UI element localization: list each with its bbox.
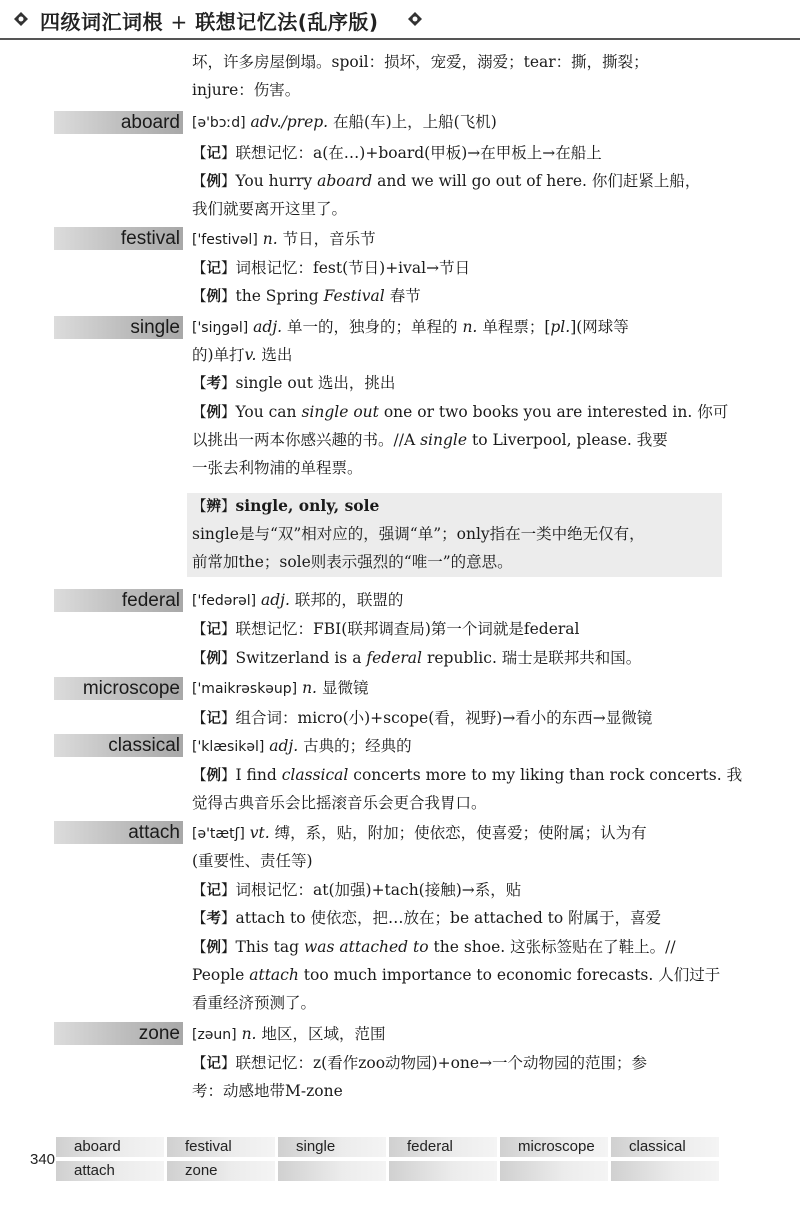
entry-example: 【例】You can single out one or two books you are interested in. 你可 <box>192 403 729 421</box>
entry-definition: 的)单打v. 选出 <box>192 346 293 364</box>
entry-definition: (重要性、责任等) <box>192 852 313 870</box>
headword: zone <box>138 1023 180 1044</box>
headword-band <box>54 821 183 844</box>
entry-definition: ['festivəl] n. 节日，音乐节 <box>192 230 376 248</box>
entry-memory: 【记】联想记忆：FBI(联邦调查局)第一个词就是federal <box>192 620 580 638</box>
entry-memory: 【记】词根记忆：at(加强)+tach(接触)→系，贴 <box>192 881 522 899</box>
entry-exam-note: 【考】single out 选出，挑出 <box>192 374 396 392</box>
entry-definition: ['fedərəl] adj. 联邦的，联盟的 <box>192 591 404 609</box>
entry-example: 一张去利物浦的单程票。 <box>192 459 363 477</box>
page-title: 四级词汇词根 + 联想记忆法(乱序版) <box>40 10 379 34</box>
diamond-icon <box>14 12 28 26</box>
review-word: single <box>278 1137 386 1157</box>
entry-memory: 【记】组合词：micro(小)+scope(看，视野)→看小的东西→显微镜 <box>192 709 653 727</box>
entry-example: 【例】I find classical concerts more to my liking than rock concerts. 我 <box>192 766 743 784</box>
intro-line: injure：伤害。 <box>192 81 301 99</box>
review-word: federal <box>389 1137 497 1157</box>
distinction-title: 【辨】single, only, sole <box>192 496 380 515</box>
review-word-grid <box>56 1137 719 1185</box>
headword: classical <box>108 735 180 756</box>
intro-line: 坏，许多房屋倒塌。spoil：损坏，宠爱，溺爱；tear：撕，撕裂； <box>192 53 649 71</box>
entry-memory: 【记】词根记忆：fest(节日)+ival→节日 <box>192 259 471 277</box>
entry-example: People attach too much importance to economic forecasts. 人们过于 <box>192 966 721 984</box>
review-word-blank <box>278 1161 386 1181</box>
diamond-icon <box>408 12 422 26</box>
entry-example: 看重经济预测了。 <box>192 994 317 1012</box>
headword: single <box>130 317 180 338</box>
entry-example: 【例】the Spring Festival 春节 <box>192 287 421 305</box>
entry-definition: [ə'tætʃ] vt. 缚，系，贴，附加；使依恋，使喜爱；使附属；认为有 <box>192 824 647 842</box>
distinction-text: 前常加the；sole则表示强烈的“唯一”的意思。 <box>192 553 513 571</box>
review-word-blank <box>500 1161 608 1181</box>
entry-example: 【例】You hurry aboard and we will go out of here. 你们赶紧上船， <box>192 172 701 190</box>
review-word: classical <box>611 1137 719 1157</box>
headword-band <box>54 227 183 250</box>
headword-band <box>54 1022 183 1045</box>
entry-definition: ['siŋgəl] adj. 单一的，独身的；单程的 n. 单程票；[pl.](网球等 <box>192 318 629 336</box>
entry-memory: 考：动感地带M-zone <box>192 1082 343 1100</box>
entry-example: 【例】This tag was attached to the shoe. 这张标签贴在了鞋上。// <box>192 938 676 956</box>
review-word: festival <box>167 1137 275 1157</box>
headword: attach <box>128 822 180 843</box>
review-word-blank <box>611 1161 719 1181</box>
entry-definition: [ə'bɔːd] adv./prep. 在船(车)上，上船(飞机) <box>192 113 497 131</box>
headword-band <box>54 316 183 339</box>
headword: microscope <box>82 678 180 699</box>
review-word-blank <box>389 1161 497 1181</box>
entry-example: 觉得古典音乐会比摇滚音乐会更合我胃口。 <box>192 794 487 812</box>
entry-example: 【例】Switzerland is a federal republic. 瑞士是联邦共和国。 <box>192 649 642 667</box>
headword-band <box>54 734 183 757</box>
entry-memory: 【记】联想记忆：a(在…)+board(甲板)→在甲板上→在船上 <box>192 144 602 162</box>
entry-example: 以挑出一两本你感兴趣的书。//A single to Liverpool, please. 我要 <box>192 431 668 449</box>
entry-definition: ['klæsikəl] adj. 古典的；经典的 <box>192 737 412 755</box>
entry-definition: [zəun] n. 地区，区域，范围 <box>192 1025 386 1043</box>
page-header <box>0 0 800 40</box>
headword-band <box>54 111 183 134</box>
review-word: aboard <box>56 1137 164 1157</box>
distinction-text: single是与“双”相对应的，强调“单”；only指在一类中绝无仅有， <box>192 525 645 543</box>
entry-exam-note: 【考】attach to 使依恋，把…放在；be attached to 附属于，喜爱 <box>192 909 662 927</box>
page-number: 340 <box>30 1151 56 1168</box>
headword-band <box>54 677 183 700</box>
headword: aboard <box>120 112 180 133</box>
header-divider <box>0 38 800 40</box>
entry-example: 我们就要离开这里了。 <box>192 200 348 218</box>
review-word: microscope <box>500 1137 608 1157</box>
headword: festival <box>120 228 180 249</box>
review-word: zone <box>167 1161 275 1181</box>
review-word: attach <box>56 1161 164 1181</box>
entry-definition: ['maikrəskəup] n. 显微镜 <box>192 679 369 697</box>
headword-band <box>54 589 183 612</box>
entry-memory: 【记】联想记忆：z(看作zoo动物园)+one→一个动物园的范围；参 <box>192 1054 648 1072</box>
headword: federal <box>121 590 180 611</box>
